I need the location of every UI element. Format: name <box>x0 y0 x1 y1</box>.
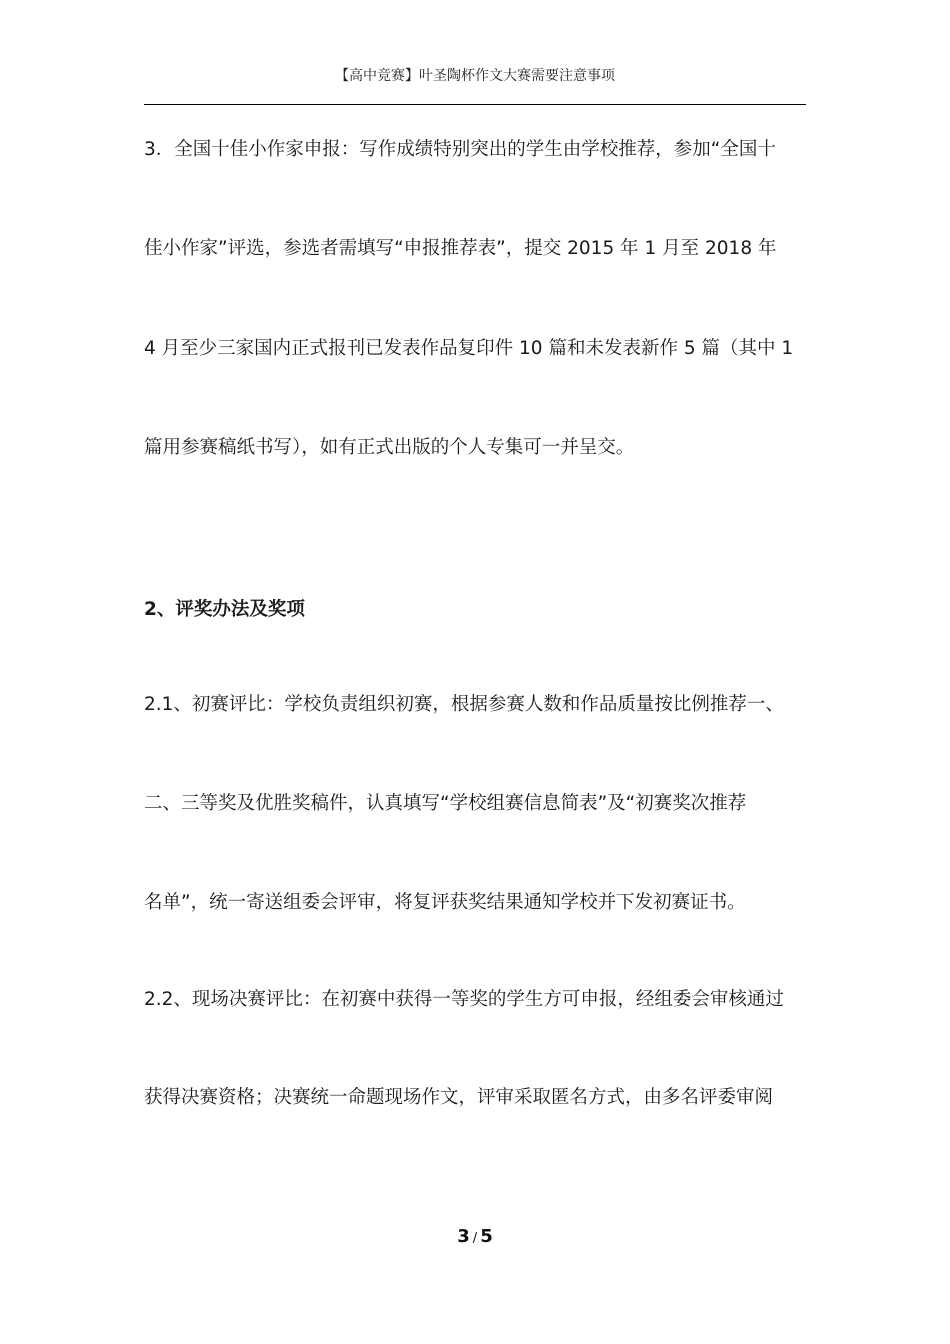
body-line: 佳小作家”评选，参选者需填写“申报推荐表”，提交 2015 年 1 月至 2018 年 <box>144 238 777 259</box>
body-line: 获得决赛资格；决赛统一命题现场作文，评审采取匿名方式，由多名评委审阅 <box>144 1087 774 1108</box>
body-line: 2.1、初赛评比：学校负责组织初赛，根据参赛人数和作品质量按比例推荐一、 <box>144 694 784 715</box>
total-pages-number: 5 <box>480 1226 493 1247</box>
body-line: 4 月至少三家国内正式报刊已发表作品复印件 10 篇和未发表新作 5 篇（其中 1 <box>144 338 794 359</box>
page-number <box>0 1225 950 1251</box>
body-line: 2.2、现场决赛评比：在初赛中获得一等奖的学生方可申报，经组委会审核通过 <box>144 989 784 1010</box>
body-line: 篇用参赛稿纸书写），如有正式出版的个人专集可一并呈交。 <box>144 437 635 458</box>
header-divider <box>144 104 806 105</box>
body-line: 名单”，统一寄送组委会评审，将复评获奖结果通知学校并下发初赛证书。 <box>144 892 746 913</box>
page-header-title: 【高中竞赛】叶圣陶杯作文大赛需要注意事项 <box>335 68 615 84</box>
body-line: 二、三等奖及优胜奖稿件，认真填写“学校组赛信息简表”及“初赛奖次推荐 <box>144 793 747 814</box>
page-separator: / <box>472 1231 478 1246</box>
current-page-number: 3 <box>457 1226 470 1247</box>
body-line: 3．全国十佳小作家申报：写作成绩特别突出的学生由学校推荐，参加“全国十 <box>144 139 776 160</box>
section-heading: 2、评奖办法及奖项 <box>144 599 305 620</box>
